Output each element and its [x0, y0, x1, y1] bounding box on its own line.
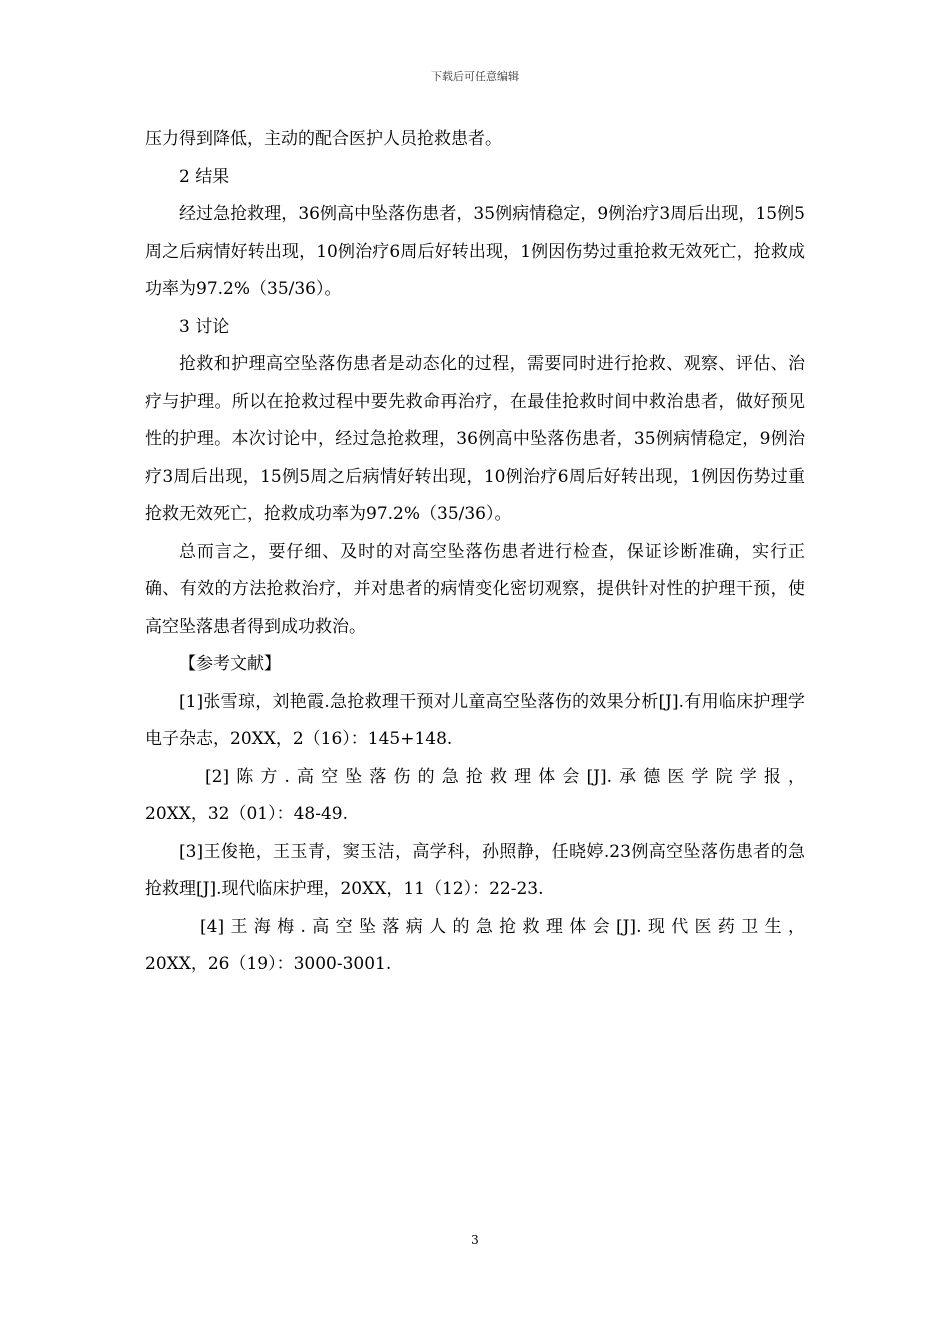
reference-item: [4]王海梅.高空坠落病人的急抢救理体会[J].现代医药卫生，	[200, 916, 805, 937]
reference-item: [1]张雪琼，刘艳霞.急抢救理干预对儿童高空坠落伤的效果分析[J].有用临床护理学电子杂志，20XX，2（16）：145+148.	[145, 691, 805, 749]
section-heading-discussion: 3 讨论	[179, 316, 230, 337]
document-body	[145, 121, 805, 984]
section-heading-results: 2 结果	[179, 166, 230, 187]
page-number: 3	[471, 1233, 479, 1247]
reference-item: [2]陈方.高空坠落伤的急抢救理体会[J].承德医学院学报，	[205, 766, 805, 787]
body-paragraph: 压力得到降低，主动的配合医护人员抢救患者。	[145, 129, 502, 149]
references-heading: 【参考文献】	[179, 654, 281, 674]
reference-item: [3]王俊艳，王玉青，窦玉洁，高学科，孙照静，任晓婷.23例高空坠落伤患者的急抢救理[J].现代临床护理，20XX，11（12）：22-23.	[145, 841, 805, 899]
body-paragraph: 经过急抢救理，36例高中坠落伤患者，35例病情稳定，9例治疗3周后出现，15例5周之后病情好转出现，10例治疗6周后好转出现，1例因伤势过重抢救无效死亡，抢救成功率为97.2%（35/36）。	[145, 204, 805, 299]
reference-item-continued: 20XX，32（01）：48-49.	[145, 804, 349, 824]
page-header: 下载后可任意编辑	[431, 70, 519, 83]
body-paragraph: 抢救和护理高空坠落伤患者是动态化的过程，需要同时进行抢救、观察、评估、治疗与护理。所以在抢救过程中要先救命再治疗，在最佳抢救时间中救治患者，做好预见性的护理。本次讨论中，经过急抢救理，36例高中坠落伤患者，35例病情稳定，9例治疗3周后出现，15例5周之后病情好转出现，10例治疗6周后好转出现，1例因伤势过重抢救无效死亡，抢救成功率为97.2%（35/36）。	[145, 354, 805, 524]
reference-item-continued: 20XX，26（19）：3000-3001.	[145, 954, 392, 974]
body-paragraph: 总而言之，要仔细、及时的对高空坠落伤患者进行检查，保证诊断准确，实行正确、有效的方法抢救治疗，并对患者的病情变化密切观察，提供针对性的护理干预，使高空坠落患者得到成功救治。	[145, 541, 805, 637]
